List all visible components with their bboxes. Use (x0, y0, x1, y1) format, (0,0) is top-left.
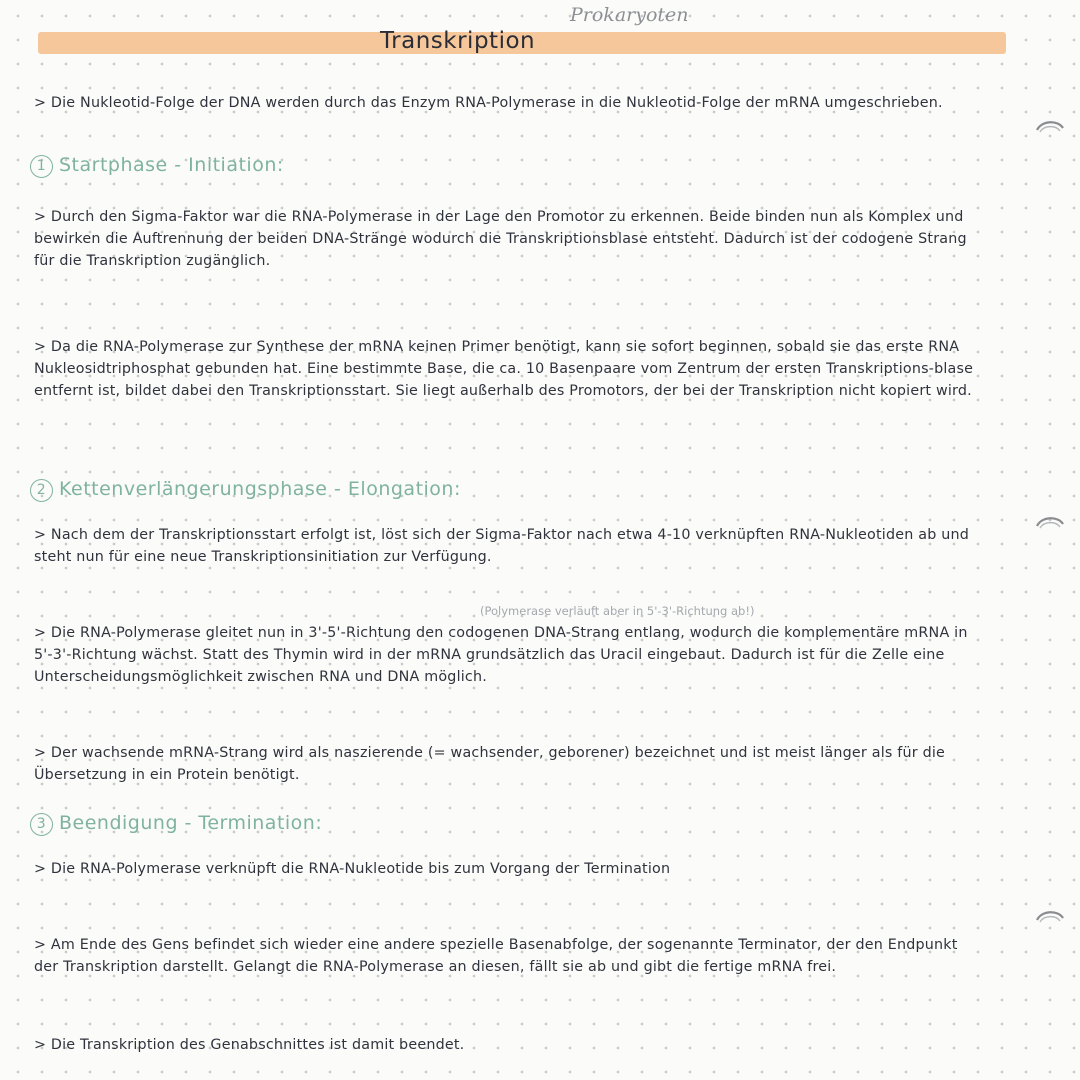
section-heading-elongation (30, 478, 461, 502)
paragraph: > Am Ende des Gens befindet sich wieder eine andere spezielle Basenabfolge, der sogenannte Terminator, der den Endpunkt der Transkription darstellt. Gelangt die RNA-Polymerase an diesen, fällt sie ab und gibt die fertige mRNA frei. (34, 937, 958, 975)
section-title: Kettenverlängerungsphase - Elongation: (59, 478, 461, 500)
page-subtitle: Prokaryoten (570, 4, 689, 26)
section-number: 2 (30, 479, 53, 502)
paragraph: > Nach dem der Transkriptionsstart erfolgt ist, löst sich der Sigma-Faktor nach etwa 4-10 verknüpften RNA-Nukleotiden ab und steht nun für eine neue Transkriptionsinitiation zur Verfügung. (34, 527, 970, 565)
paragraph: > Die RNA-Polymerase gleitet nun in 3'-5'-Richtung den codogenen DNA-Strang entlang, wodurch die komplementäre mRNA in 5'-3'-Richtung wächst. Statt des Thymin wird in der mRNA grundsätzlich das Uracil eingebaut. Dadurch ist für die Zelle eine Unterscheidungsmöglichkeit zwischen RNA und DNA möglich. (34, 625, 968, 685)
binder-hole-icon (1034, 512, 1066, 536)
paragraph: > Der wachsende mRNA-Strang wird als naszierende (= wachsender, geborener) bezeichnet und ist meist länger als für die Übersetzung in ein Protein benötigt. (34, 745, 946, 783)
section-title: Startphase - Initiation: (59, 154, 284, 176)
section-number: 3 (30, 813, 53, 836)
section-heading-initiation (30, 154, 284, 178)
section-heading-termination (30, 812, 322, 836)
paragraph: > Die RNA-Polymerase verknüpft die RNA-Nukleotide bis zum Vorgang der Termination (34, 861, 671, 877)
binder-hole-icon (1034, 116, 1066, 140)
paragraph: > Durch den Sigma-Faktor war die RNA-Polymerase in der Lage den Promotor zu erkennen. Beide binden nun als Komplex und bewirken die Auftrennung der beiden DNA-Stränge wodurch die Transkriptionsblase entsteht. Dadurch ist der codogene Strang für die Transkription zugänglich. (34, 209, 967, 269)
binder-hole-icon (1034, 906, 1066, 930)
paragraph: > Da die RNA-Polymerase zur Synthese der mRNA keinen Primer benötigt, kann sie sofort beginnen, sobald sie das erste RNA Nukleosidtriphosphat gebunden hat. Eine bestimmte Base, die ca. 10 Basenpaare vom Zentrum der ersten Transkriptions-blase entfernt ist, bildet dabei den Transkriptionsstart. Sie liegt außerhalb des Promotors, der bei der Transkription nicht kopiert wird. (34, 339, 974, 399)
page-title: Transkription (380, 28, 536, 54)
section-title: Beendigung - Termination: (59, 812, 323, 834)
margin-note: (Polymerase verläuft aber in 5'-3'-Richtung ab!) (480, 604, 755, 618)
intro-paragraph: > Die Nukleotid-Folge der DNA werden durch das Enzym RNA-Polymerase in die Nukleotid-Folge der mRNA umgeschrieben. (34, 95, 943, 111)
paragraph: > Die Transkription des Genabschnittes ist damit beendet. (34, 1037, 465, 1053)
section-number: 1 (30, 155, 53, 178)
